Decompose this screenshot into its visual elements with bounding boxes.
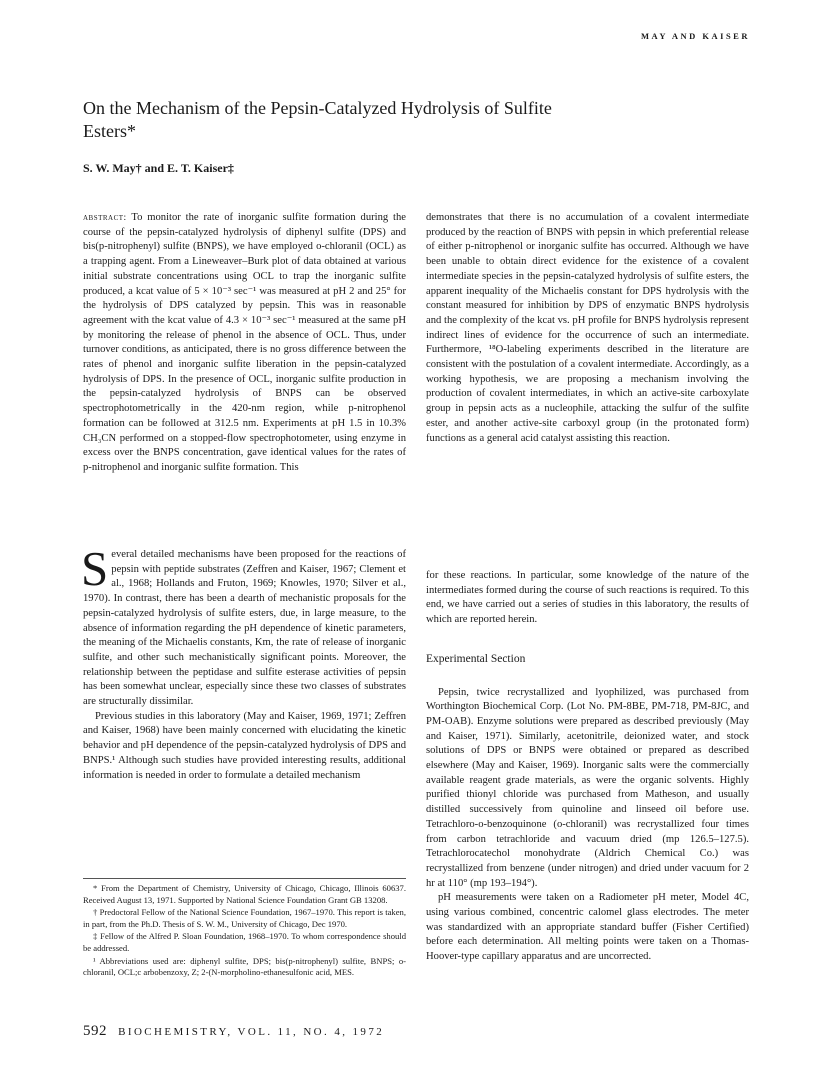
abstract-left-column bbox=[83, 211, 406, 476]
footnotes bbox=[83, 878, 406, 980]
body-paragraph: for these reactions. In particular, some knowledge of the nature of the intermediates formed during the course of such reactions is required. To this end, we have carried out a series of studies in this laboratory, the results of which are reported herein. bbox=[426, 570, 749, 626]
abstract-text-right: demonstrates that there is no accumulation of a covalent intermediate produced by the reaction of BNPS with pepsin in which preferential release of either p-nitrophenol or inorganic sulfite has occurred. Although we have been unable to obtain direct evidence for the existence of a covalent intermediate species in the pepsin-catalyzed hydrolysis of sulfite esters, the apparent inequality of the Michaelis constant for DPS hydrolysis with the constant measured for inhibition by DPS of enzymatic BNPS hydrolysis and the complexity of the kcat vs. pH profile for BNPS hydrolysis represent indirect lines of evidence for the occurrence of such an intermediate. Furthermore, ¹⁸O-labeling experiments described in the literature are consistent with the postulation of a covalent intermediate. Accordingly, as a working hypothesis, we are proposing a mechanism involving the production of covalent intermediates, in which an active-site carboxylate group in pepsin acts as a nucleophile, attacking the sulfur of the sulfite ester, and another active-site carboxyl group (in the protonated form) functions as a general acid catalyst assisting this reaction. bbox=[426, 212, 749, 444]
intro-text: everal detailed mechanisms have been proposed for the reactions of pepsin with peptide substrates (Zeffren and Kaiser, 1967; Clement et al., 1968; Hollands and Fruton, 1969; Knowles, 1970; Silver et al., 1970). In contrast, there has been a dearth of mechanistic proposals for the pepsin-catalyzed hydrolysis of sulfite esters, due, in large measure, to the absence of information regarding the pH dependence of kinetic parameters, the meaning of the Michaelis constants, Km, the rate of release of inorganic sulfite, and other such mechanistically significant points. Moreover, the relationship between the peptidase and sulfite esterase activities of pepsin has been somewhat unclear, especially since these two classes of substrates are structurally dissimilar. bbox=[83, 549, 406, 708]
drop-cap: S bbox=[81, 541, 109, 596]
body-paragraph: Previous studies in this laboratory (May and Kaiser, 1969, 1971; Zeffren and Kaiser, 1968) have been mainly concerned with elucidating the kinetic behavior and pH dependence of the pepsin-catalyzed hydrolysis of DPS and BNPS.¹ Although such studies have provided interesting results, additional information is needed in order to formulate a detailed mechanism bbox=[83, 710, 406, 781]
abstract-right-column bbox=[426, 211, 749, 446]
footnote: ‡ Fellow of the Alfred P. Sloan Foundation, 1968–1970. To whom correspondence should be addressed. bbox=[83, 931, 406, 953]
body-left-column bbox=[81, 541, 406, 783]
footnote: ¹ Abbreviations used are: diphenyl sulfite, DPS; bis(p-nitrophenyl) sulfite, BNPS; o-chloranil, OCL;c arbobenzoxy, Z; 2-(N-morpholino-ethanesulfonic acid, MES. bbox=[83, 955, 406, 978]
abstract-paragraph bbox=[83, 211, 406, 476]
footnote: † Predoctoral Fellow of the National Science Foundation, 1967–1970. This report is taken, in part, from the Ph.D. Thesis of S. W. M., University of Chicago, Dec 1970. bbox=[83, 907, 406, 929]
page-footer bbox=[83, 1023, 384, 1040]
abstract-label: abstract: bbox=[83, 213, 127, 223]
intro-paragraph bbox=[81, 541, 406, 710]
authors: S. W. May† and E. T. Kaiser‡ bbox=[83, 161, 234, 175]
page-number: 592 bbox=[83, 1023, 107, 1039]
body-paragraph: pH measurements were taken on a Radiometer pH meter, Model 4C, using various combined, concentric calomel glass electrodes. The meter was standardized with an appropriate standard buffer (Fisher Certified) before each determination. All melting points were taken on a Thomas-Hoover-type capillary apparatus and are uncorrected. bbox=[426, 892, 749, 963]
page-title: On the Mechanism of the Pepsin-Catalyzed Hydrolysis of Sulfite Esters* bbox=[83, 98, 552, 141]
running-head: MAY AND KAISER bbox=[641, 31, 750, 41]
journal-citation: BIOCHEMISTRY, VOL. 11, NO. 4, 1972 bbox=[118, 1026, 385, 1038]
body-paragraph: Pepsin, twice recrystallized and lyophilized, was purchased from Worthington Biochemical Corp. (Lot No. PM-8BE, PM-718, PM-8JC, and PM-OAB). Enzyme solutions were prepared as described previously (May and Kaiser, 1971). Similarly, acetonitrile, deionized water, and stock solutions of DPS or BNPS were obtained or prepared as described elsewhere (May and Kaiser, 1969). Inorganic salts were the commercially available reagent grade materials, as were the organic solvents. Highly purified thionyl chloride was purchased from Matheson, and usually distilled successively from quinoline and linseed oil before use. Tetrachloro-o-benzoquinone (o-chloranil) was recrystallized four times from carbon tetrachloride and vacuum dried (mp 126.5–127.5). Tetrachlorocatechol monohydrate (Aldrich Chemical Co.) was recrystallized from benzene (under nitrogen) and dried under vacuum for 2 hr at 110° (mp 193–194°). bbox=[426, 686, 749, 889]
footnote: * From the Department of Chemistry, University of Chicago, Chicago, Illinois 60637. Received August 13, 1971. Supported by National Science Foundation Grant GB 13208. bbox=[83, 883, 406, 905]
section-heading: Experimental Section bbox=[426, 652, 526, 665]
abstract-text-left: To monitor the rate of inorganic sulfite formation during the course of the pepsin-catalyzed hydrolysis of diphenyl sulfite (DPS) and bis(p-nitrophenyl) sulfite (BNPS), we have employed o-chloranil (OCL) as a trapping agent. From a Lineweaver–Burk plot of data obtained at various initial substrate concentrations using OCL to trap the inorganic sulfite produced, a kcat value of 5 × 10⁻³ sec⁻¹ was measured at pH 2 and 25° for the hydrolysis of DPS catalyzed by pepsin. This was in reasonable agreement with the kcat value of 4.3 × 10⁻³ sec⁻¹ measured at the same pH by monitoring the release of phenol in the absence of OCL. Thus, under turnover conditions, as anticipated, there is no gross difference between the rates of phenol and inorganic sulfite liberation in the pepsin-catalyzed hydrolysis of DPS. In the presence of OCL, inorganic sulfite production in the pepsin-catalyzed hydrolysis of BNPS can be observed spectrophotometrically in the 420-nm region, while p-nitrophenol formation can be followed at 312.5 nm. Experiments at pH 1.5 in 10.3% CH₃CN performed on a stopped-flow spectrophotometer, using enzyme in excess over the BNPS concentration, gave identical values for the rates of p-nitrophenol and inorganic sulfite formation. This bbox=[83, 212, 406, 473]
body-right-column bbox=[426, 569, 749, 965]
